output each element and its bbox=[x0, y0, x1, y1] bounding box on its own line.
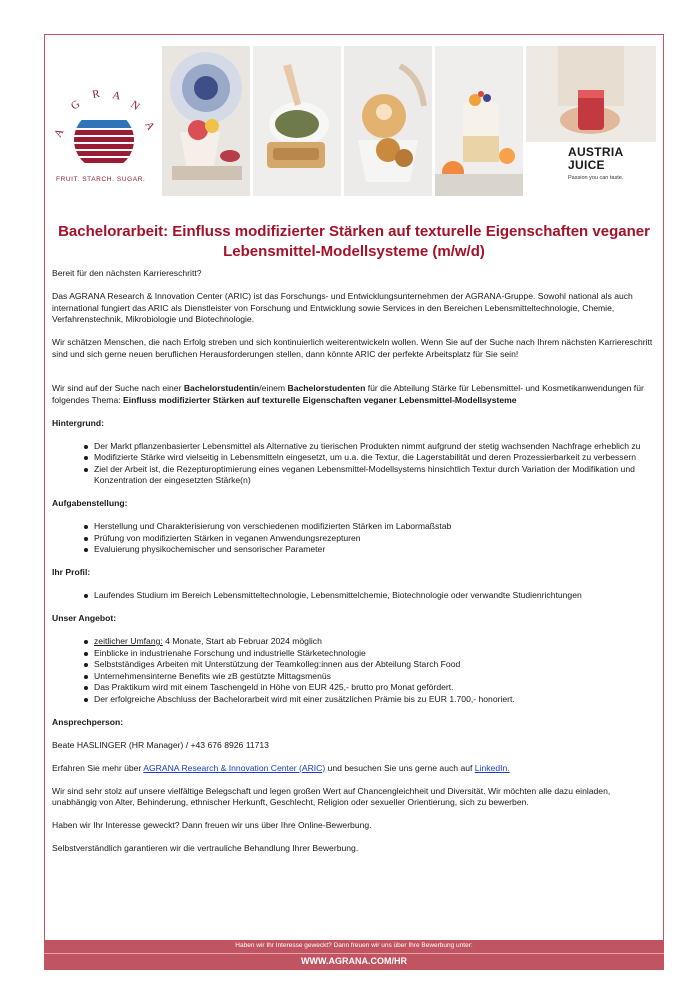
list-profil bbox=[52, 590, 656, 602]
dessert-photo bbox=[162, 46, 250, 196]
svg-text:N: N bbox=[128, 98, 143, 114]
heading-kontakt: Ansprechperson: bbox=[52, 716, 124, 727]
aric-link[interactable]: AGRANA Research & Innovation Center (ARIC) bbox=[143, 762, 326, 773]
juice-photo bbox=[526, 46, 656, 142]
list-item: Das Praktikum wird mit einem Taschengeld in Höhe von EUR 425,- brutto pro Monat gefördert. bbox=[94, 682, 656, 694]
footer-banner bbox=[44, 940, 664, 970]
austria-juice-line1: AUSTRIA bbox=[568, 145, 624, 159]
heading-hintergrund: Hintergrund: bbox=[52, 417, 105, 428]
list-item bbox=[94, 636, 656, 648]
list-item: Prüfung von modifizierten Stärken in veganen Anwendungsrezepturen bbox=[94, 533, 656, 545]
search-bold-1: Bachelorstudentin bbox=[183, 383, 260, 393]
footer-url[interactable]: WWW.AGRANA.COM/HR bbox=[44, 953, 664, 966]
agrana-tagline: FRUIT. STARCH. SUGAR. bbox=[56, 176, 146, 183]
austria-juice-logo bbox=[568, 146, 658, 196]
search-paragraph bbox=[52, 383, 656, 406]
diversity-statement: Wir sind sehr stolz auf unsere vielfältige Belegschaft und legen großen Wert auf Chancengleichheit und Diversität. Wir möchten alle dazu einladen, unabhängig von Alter, Behinderung, ethnischer Herkunft, Geschlecht, Religion oder sexueller Orientierung, sich zu bewerben. bbox=[52, 785, 611, 807]
more-text-2: und besuchen Sie uns gerne auch auf bbox=[325, 762, 475, 773]
more-info bbox=[52, 763, 656, 775]
pastry-photo bbox=[344, 46, 432, 196]
search-text-2: /einem bbox=[259, 383, 288, 393]
search-bold-2: Bachelorstudenten bbox=[287, 383, 366, 393]
svg-text:G: G bbox=[68, 97, 84, 113]
intro-people: Wir schätzen Menschen, die nach Erfolg streben und sich kontinuierlich weiterentwickeln wollen. Wenn Sie auf der Suche nach Ihrem nächsten Karriereschritt sind und sich gerne neuen beruflichen Herausforderungen stellen, dann könnte ARIC der perfekte Arbeitsplatz für Sie sein! bbox=[52, 337, 653, 359]
footer-text: Haben wir Ihr Interesse geweckt? Dann freuen wir uns über Ihre Bewerbung unter: bbox=[235, 942, 473, 949]
list-item: Einblicke in industrienahe Forschung und industrielle Stärketechnologie bbox=[94, 648, 656, 660]
list-item: Evaluierung physikochemischer und sensorischer Parameter bbox=[94, 544, 656, 556]
heading-angebot: Unser Angebot: bbox=[52, 613, 117, 623]
header-banner bbox=[52, 46, 656, 196]
intro-question: Bereit für den nächsten Karriereschritt? bbox=[52, 268, 202, 278]
contact-person: Beate HASLINGER (HR Manager) / +43 676 8926 11713 bbox=[52, 739, 269, 750]
svg-text:A: A bbox=[52, 125, 67, 140]
list-item: Selbstständiges Arbeiten mit Unterstützung der Teamkolleg:innen aus der Abteilung Starch Food bbox=[94, 659, 656, 671]
list-item: Modifizierte Stärke wird vielseitig in Lebensmitteln eingesetzt, um u.a. die Textur, die Lagerstabilität und deren Prozessierbarkeit zu verbessern bbox=[94, 452, 656, 464]
closing-confidential: Selbstverständlich garantieren wir die vertrauliche Behandlung Ihrer Bewerbung. bbox=[52, 843, 359, 853]
yogurt-photo bbox=[435, 46, 523, 196]
umfang-value: 4 Monate, Start ab Februar 2024 möglich bbox=[162, 636, 322, 646]
search-bold-topic: Einfluss modifizierter Stärken auf texturelle Eigenschaften veganer Lebensmittel-Modellsysteme bbox=[123, 394, 517, 405]
flatbread-photo bbox=[253, 46, 341, 196]
svg-text:A: A bbox=[142, 119, 158, 134]
svg-text:R: R bbox=[91, 87, 102, 101]
umfang-label: zeitlicher Umfang: bbox=[94, 636, 163, 646]
more-text-1: Erfahren Sie mehr über bbox=[52, 762, 144, 773]
search-text-3: für die Abteilung Stärke für Lebensmittel- und Kosmetikanwendungen für folgendes Thema: bbox=[52, 383, 644, 405]
list-item: Laufendes Studium im Bereich Lebensmitteltechnologie, Lebensmittelchemie, Biotechnologie oder verwandte Studienrichtungen bbox=[94, 590, 656, 602]
heading-profil: Ihr Profil: bbox=[52, 567, 91, 577]
agrana-logo bbox=[52, 76, 160, 186]
job-description bbox=[52, 268, 656, 855]
austria-juice-line2: JUICE bbox=[568, 158, 605, 172]
intro-company: Das AGRANA Research & Innovation Center (ARIC) ist das Forschungs- und Entwicklungsunternehmen der AGRANA-Gruppe. Sowohl national als auch international fungiert das ARIC als Dienstleister von Forschung und Entwicklung sowie Services in den Bereichen Lebensmitteltechnologie, Chemie, Verfahrenstechnik, Mikrobiologie und Biotechnologie. bbox=[52, 291, 633, 324]
list-item: Ziel der Arbeit ist, die Rezepturoptimierung eines veganen Lebensmittel-Modellsystems hinsichtlich Textur durch Variation der Modifikation und Konzentration der eingesetzten Stärke(n) bbox=[94, 464, 656, 487]
list-item: Herstellung und Charakterisierung von verschiedenen modifizierten Stärken im Labormaßstab bbox=[94, 521, 656, 533]
closing-interest: Haben wir Ihr Interesse geweckt? Dann freuen wir uns über Ihre Online-Bewerbung. bbox=[52, 820, 372, 830]
list-item: Der erfolgreiche Abschluss der Bachelorarbeit wird mit einer zusätzlichen Prämie bis zu EUR 1.700,- honoriert. bbox=[94, 694, 656, 706]
list-angebot bbox=[52, 636, 656, 705]
linkedin-link[interactable]: LinkedIn. bbox=[474, 762, 510, 773]
list-item: Unternehmensinterne Benefits wie zB gestützte Mittagsmenüs bbox=[94, 671, 656, 683]
austria-juice-tagline: Passion you can taste. bbox=[568, 175, 624, 181]
list-aufgaben bbox=[52, 521, 656, 556]
job-title: Bachelorarbeit: Einfluss modifizierter Stärken auf texturelle Eigenschaften veganer Lebensmittel-Modellsysteme (m/w/d) bbox=[58, 223, 650, 260]
list-item: Der Markt pflanzenbasierter Lebensmittel als Alternative zu tierischen Produkten nimmt aufgrund der stetig wachsenden Nachfrage erheblich zu bbox=[94, 441, 656, 453]
search-text-1: Wir sind auf der Suche nach einer bbox=[52, 383, 184, 393]
heading-aufgaben: Aufgabenstellung: bbox=[52, 498, 128, 508]
svg-text:A: A bbox=[111, 89, 123, 103]
list-hintergrund bbox=[52, 441, 656, 487]
